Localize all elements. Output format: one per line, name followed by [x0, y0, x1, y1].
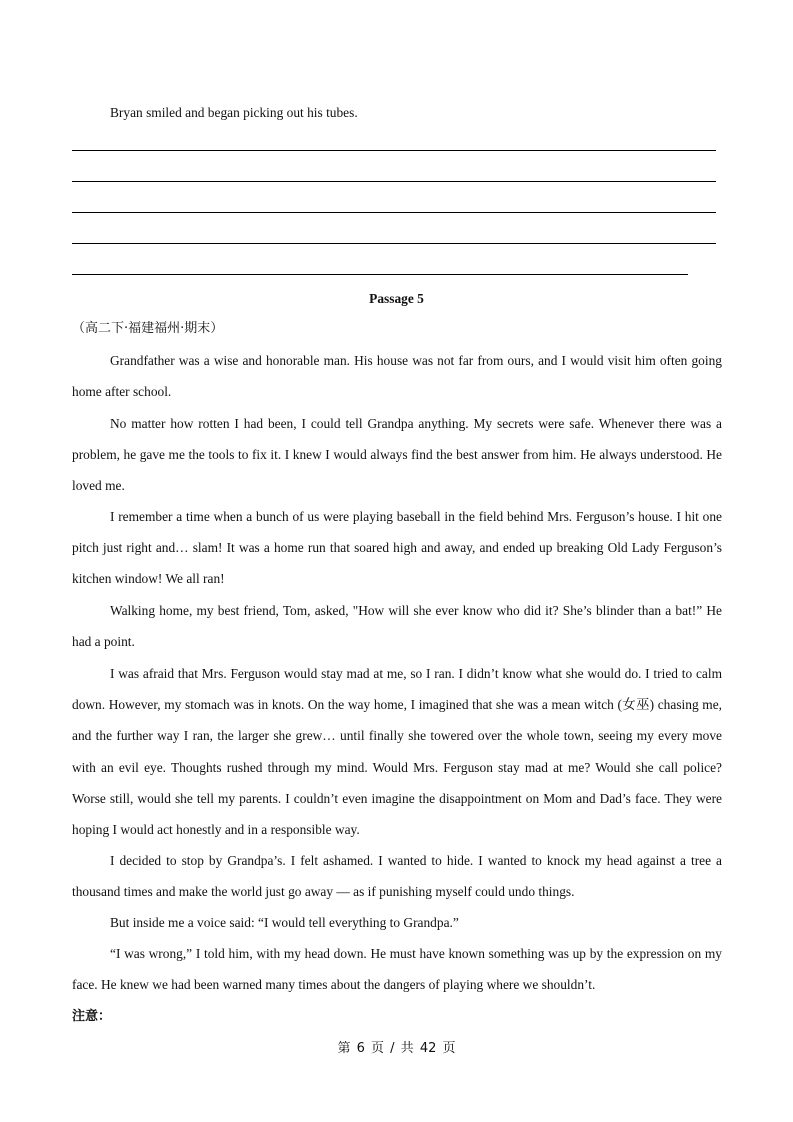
note-label: 注意：: [72, 1009, 112, 1024]
answer-line[interactable]: [72, 150, 716, 151]
passage-source: （高二下·福建福州·期末）: [72, 321, 224, 336]
paragraph: No matter how rotten I had been, I could tell Grandpa anything. My secrets were safe. Whenever there was a problem, he gave me the tools to fix it. I knew I would always find the best answer from him. He always understood. He loved me.: [72, 416, 722, 494]
answer-line[interactable]: [72, 243, 716, 244]
answer-line[interactable]: [72, 181, 716, 182]
paragraph: I was afraid that Mrs. Ferguson would stay mad at me, so I ran. I didn’t know what she would do. I tried to calm down. However, my stomach was in knots. On the way home, I imagined that she was a mean witch (女巫) chasing me, and the further way I ran, the larger she grew… until finally she towered over the whole town, seeing my every move with an evil eye. Thoughts rushed through my mind. Would Mrs. Ferguson stay mad at me? Would she call police? Worse still, would she tell my parents. I couldn’t even imagine the disappointment on Mom and Dad’s face. They were hoping I would act honestly and in a responsible way.: [72, 666, 722, 838]
paragraph: Grandfather was a wise and honorable man. His house was not far from ours, and I would visit him often going home after school.: [72, 353, 722, 400]
paragraph: But inside me a voice said: “I would tell everything to Grandpa.”: [110, 915, 459, 930]
paragraph: I remember a time when a bunch of us were playing baseball in the field behind Mrs. Ferguson’s house. I hit one pitch just right and… slam! It was a home run that soared high and away, and ended up breaking Old Lady Ferguson’s kitchen window! We all ran!: [72, 509, 722, 587]
answer-line[interactable]: [72, 212, 716, 213]
paragraph: Walking home, my best friend, Tom, asked, "How will she ever know who did it? She’s blinder than a bat!” He had a point.: [72, 603, 722, 650]
paragraph: “I was wrong,” I told him, with my head down. He must have known something was up by the expression on my face. He knew we had been warned many times about the dangers of playing where we shouldn’t.: [72, 946, 722, 993]
passage-title: Passage 5: [369, 291, 424, 306]
answer-line[interactable]: [72, 274, 688, 275]
continuation-sentence: Bryan smiled and began picking out his tubes.: [110, 105, 358, 120]
paragraph: I decided to stop by Grandpa’s. I felt ashamed. I wanted to hide. I wanted to knock my head against a tree a thousand times and make the world just go away — as if punishing myself could undo things.: [72, 853, 722, 900]
page-number: 第 6 页 / 共 42 页: [337, 1041, 456, 1056]
